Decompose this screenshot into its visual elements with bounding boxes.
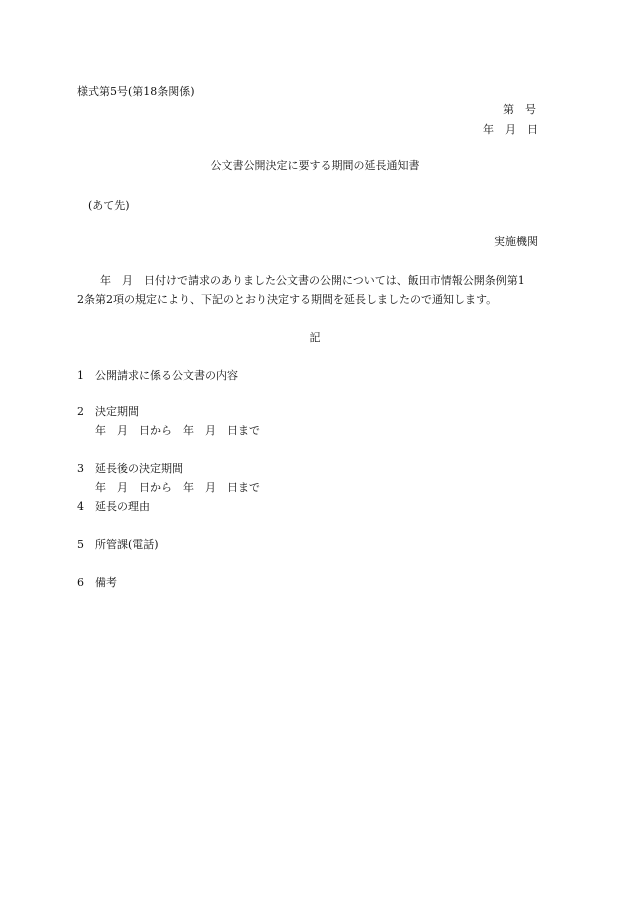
document-title: 公文書公開決定に要する期間の延長通知書	[210, 159, 420, 172]
item-2: 2 決定期間	[77, 405, 139, 418]
body-line-1: 年 月 日付けで請求のありました公文書の公開については、飯田市情報公開条例第1	[100, 274, 525, 287]
item-5: 5 所管課(電話)	[77, 538, 159, 551]
issuer: 実施機関	[494, 235, 538, 248]
ki-heading: 記	[309, 331, 321, 344]
item-3: 3 延長後の決定期間	[77, 462, 183, 475]
addressee: (あて先)	[88, 199, 130, 212]
form-label: 様式第5号(第18条関係)	[77, 85, 195, 98]
document-date: 年 月 日	[483, 123, 538, 136]
item-2-period: 年 月 日から 年 月 日まで	[95, 424, 260, 437]
item-6: 6 備考	[77, 576, 117, 589]
document-number: 第 号	[503, 103, 536, 116]
item-1: 1 公開請求に係る公文書の内容	[77, 369, 238, 382]
item-3-period: 年 月 日から 年 月 日まで	[95, 481, 260, 494]
body-line-2: 2条第2項の規定により、下記のとおり決定する期間を延長しましたので通知します。	[77, 293, 498, 306]
item-4: 4 延長の理由	[77, 500, 150, 513]
